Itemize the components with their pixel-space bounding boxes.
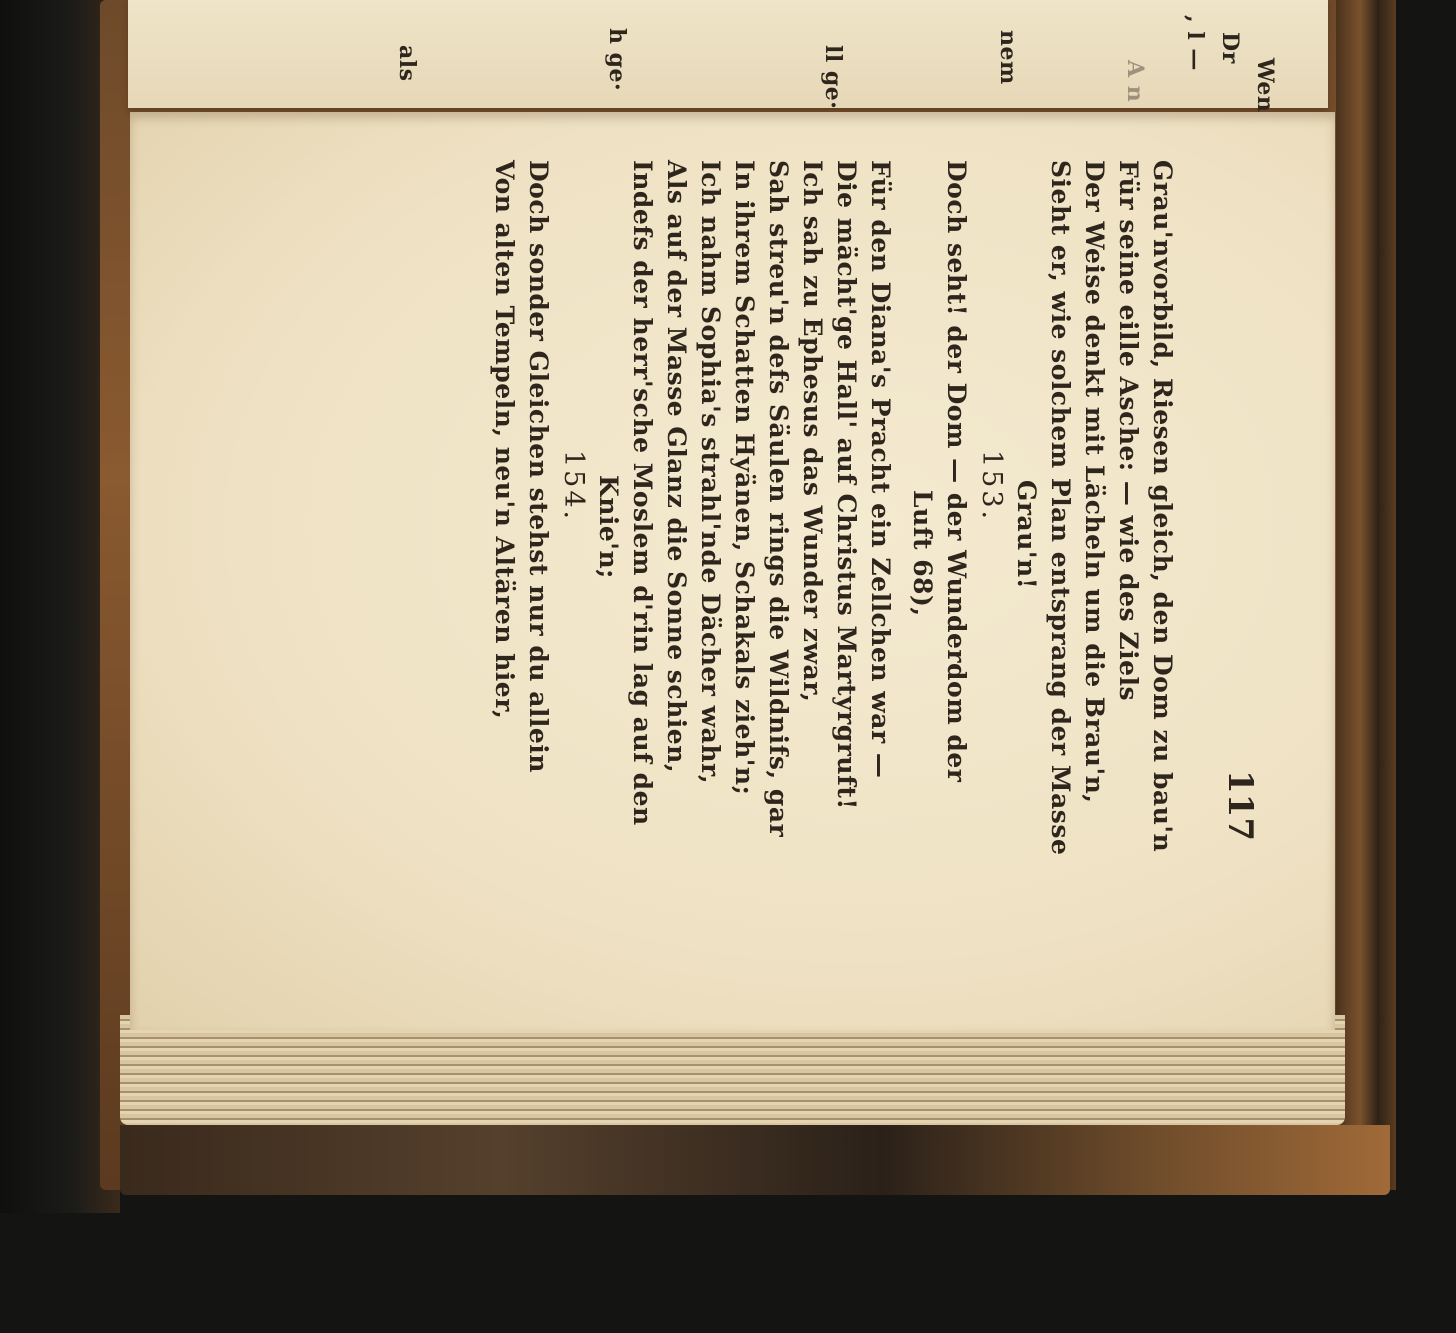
poem-line: Von alten Tempeln, neu'n Altären hier,: [490, 160, 519, 720]
poem-line: Für den Diana's Pracht ein Zellchen war —: [866, 160, 895, 779]
poem-line: Als auf der Masse Glanz die Sonne schien,: [662, 160, 691, 774]
poem-line: Luft 68),: [908, 490, 937, 617]
bleed-text: als: [394, 45, 420, 82]
bleed-text: ll ge·: [820, 45, 846, 110]
poem-line: Grau'n!: [1012, 480, 1041, 590]
poem-line: Indefs der herr'sche Moslem d'rin lag auf den: [628, 160, 657, 826]
book-spine: [1336, 0, 1396, 1190]
facing-page: [128, 0, 1328, 113]
poem-line: Knie'n;: [594, 475, 623, 579]
poem-line: Ich nahm Sophia's strahl'nde Dächer wahr,: [696, 160, 725, 785]
poem-line: Doch sonder Gleichen stehst nur du allein: [524, 160, 553, 773]
poem-line: Sieht er, wie solchem Plan entsprang der Masse: [1046, 160, 1075, 856]
poem-line: In ihrem Schatten Hyänen, Schakals zieh'n;: [730, 160, 759, 796]
poem-line: Die mächt'ge Hall' auf Christus Martyrgruft!: [832, 160, 861, 810]
bleed-text: Dr: [1217, 32, 1243, 64]
stanza-number: 153.: [976, 450, 1007, 523]
bleed-text: nem: [995, 30, 1021, 85]
poem-line: Der Weise denkt mit Lächeln um die Brau'n,: [1080, 160, 1109, 804]
page-number: 117: [1220, 770, 1260, 841]
poem-text: [235, 120, 1185, 1333]
poem-line: Ich sah zu Ephesus das Wunder zwar,: [798, 160, 827, 703]
poem-line: Sah streu'n defs Säulen rings die Wildnifs, gar: [764, 160, 793, 838]
poem-line: Grau'nvorbild, Riesen gleich, den Dom zu bau'n: [1148, 160, 1177, 853]
poem-line: Doch seht! der Dom — der Wunderdom der: [942, 160, 971, 783]
poem-line: Für seine eille Asche: — wie des Ziels: [1114, 160, 1143, 702]
bleed-text: , l —: [1182, 15, 1208, 71]
stanza-number: 154.: [558, 450, 589, 523]
bleed-text: Wen: [1252, 58, 1278, 113]
bleed-text: A n: [1122, 60, 1148, 103]
bleed-text: h ge·: [604, 28, 630, 92]
